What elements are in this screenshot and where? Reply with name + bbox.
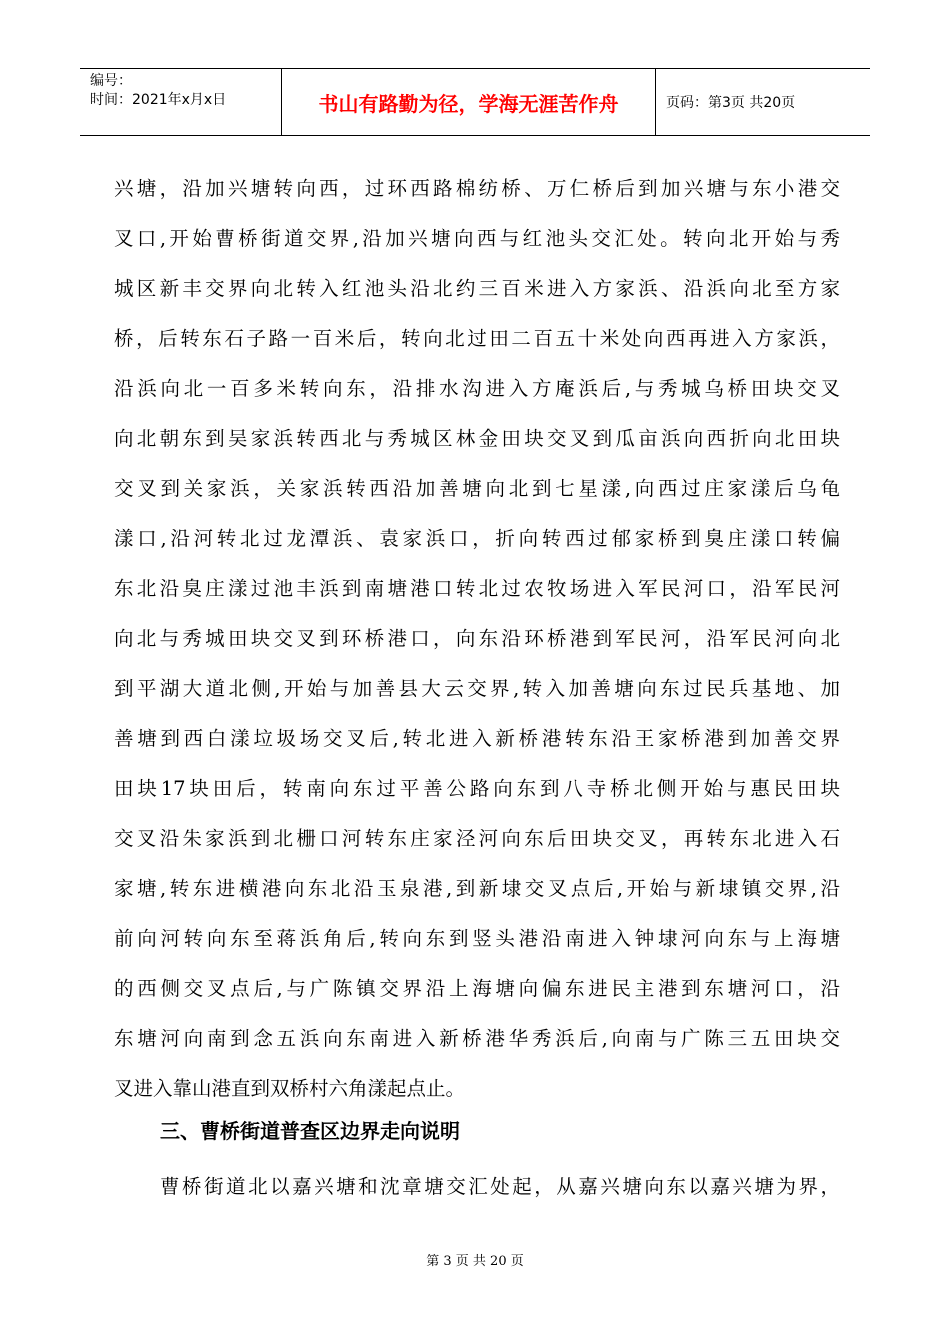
section-heading: 三、曹桥街道普查区边界走向说明 — [160, 1119, 460, 1143]
body-line: 叉进入靠山港直到双桥村六角漾起点止。 — [114, 1077, 466, 1100]
body-line: 田块17块田后，转南向东过平善公路向东到八寺桥北侧开始与惠民田块 — [114, 777, 840, 800]
header-motto: 书山有路勤为径，学海无涯苦作舟 — [282, 69, 656, 135]
body-line: 东塘河向南到念五浜向东南进入新桥港华秀浜后,向南与广陈三五田块交 — [114, 1027, 840, 1050]
body-line: 漾口,沿河转北过龙潭浜、袁家浜口，折向转西过郁家桥到臭庄漾口转偏 — [114, 527, 840, 550]
page-footer: 第 3 页 共 20 页 — [426, 1254, 524, 1269]
body-line: 到平湖大道北侧,开始与加善县大云交界,转入加善塘向东过民兵基地、加 — [114, 677, 840, 700]
body-line: 善塘到西白漾垃圾场交叉后,转北进入新桥港转东沿王家桥港到加善交界 — [114, 727, 840, 750]
body-line: 桥，后转东石子路一百米后，转向北过田二百五十米处向西再进入方家浜， — [114, 327, 840, 350]
body-line: 叉口,开始曹桥街道交界,沿加兴塘向西与红池头交汇处。转向北开始与秀 — [114, 227, 840, 250]
body-line: 前向河转向东至蒋浜角后,转向东到竖头港沿南进入钟埭河向东与上海塘 — [114, 927, 840, 950]
body-line: 家塘,转东进横港向东北沿玉泉港,到新埭交叉点后,开始与新埭镇交界,沿 — [114, 877, 840, 900]
section-paragraph: 曹桥街道北以嘉兴塘和沈章塘交汇处起，从嘉兴塘向东以嘉兴塘为界， — [160, 1175, 840, 1198]
body-line: 东北沿臭庄漾过池丰浜到南塘港口转北过农牧场进入军民河口，沿军民河 — [114, 577, 840, 600]
header-page-info: 页码：第3页 共20页 — [666, 95, 796, 111]
body-line: 交叉到关家浜，关家浜转西沿加善塘向北到七星漾,向西过庄家漾后乌龟 — [114, 477, 840, 500]
body-line: 向北与秀城田块交叉到环桥港口，向东沿环桥港到军民河，沿军民河向北 — [114, 627, 840, 650]
page-header — [80, 68, 870, 136]
header-meta — [80, 69, 282, 135]
body-paragraph — [114, 164, 840, 1114]
body-line: 兴塘，沿加兴塘转向西，过环西路棉纺桥、万仁桥后到加兴塘与东小港交 — [114, 177, 840, 200]
body-line: 城区新丰交界向北转入红池头沿北约三百米进入方家浜、沿浜向北至方家 — [114, 277, 840, 300]
body-line: 交叉沿朱家浜到北栅口河转东庄家泾河向东后田块交叉，再转东北进入石 — [114, 827, 840, 850]
document-time-label: 时间：2021年x月x日 — [90, 92, 227, 108]
body-line: 的西侧交叉点后,与广陈镇交界沿上海塘向偏东进民主港到东塘河口，沿 — [114, 977, 840, 1000]
body-line: 沿浜向北一百多米转向东，沿排水沟进入方庵浜后,与秀城乌桥田块交叉 — [114, 377, 840, 400]
body-line: 向北朝东到吴家浜转西北与秀城区林金田块交叉到瓜亩浜向西折向北田块 — [114, 427, 840, 450]
document-number-label: 编号： — [90, 73, 132, 89]
